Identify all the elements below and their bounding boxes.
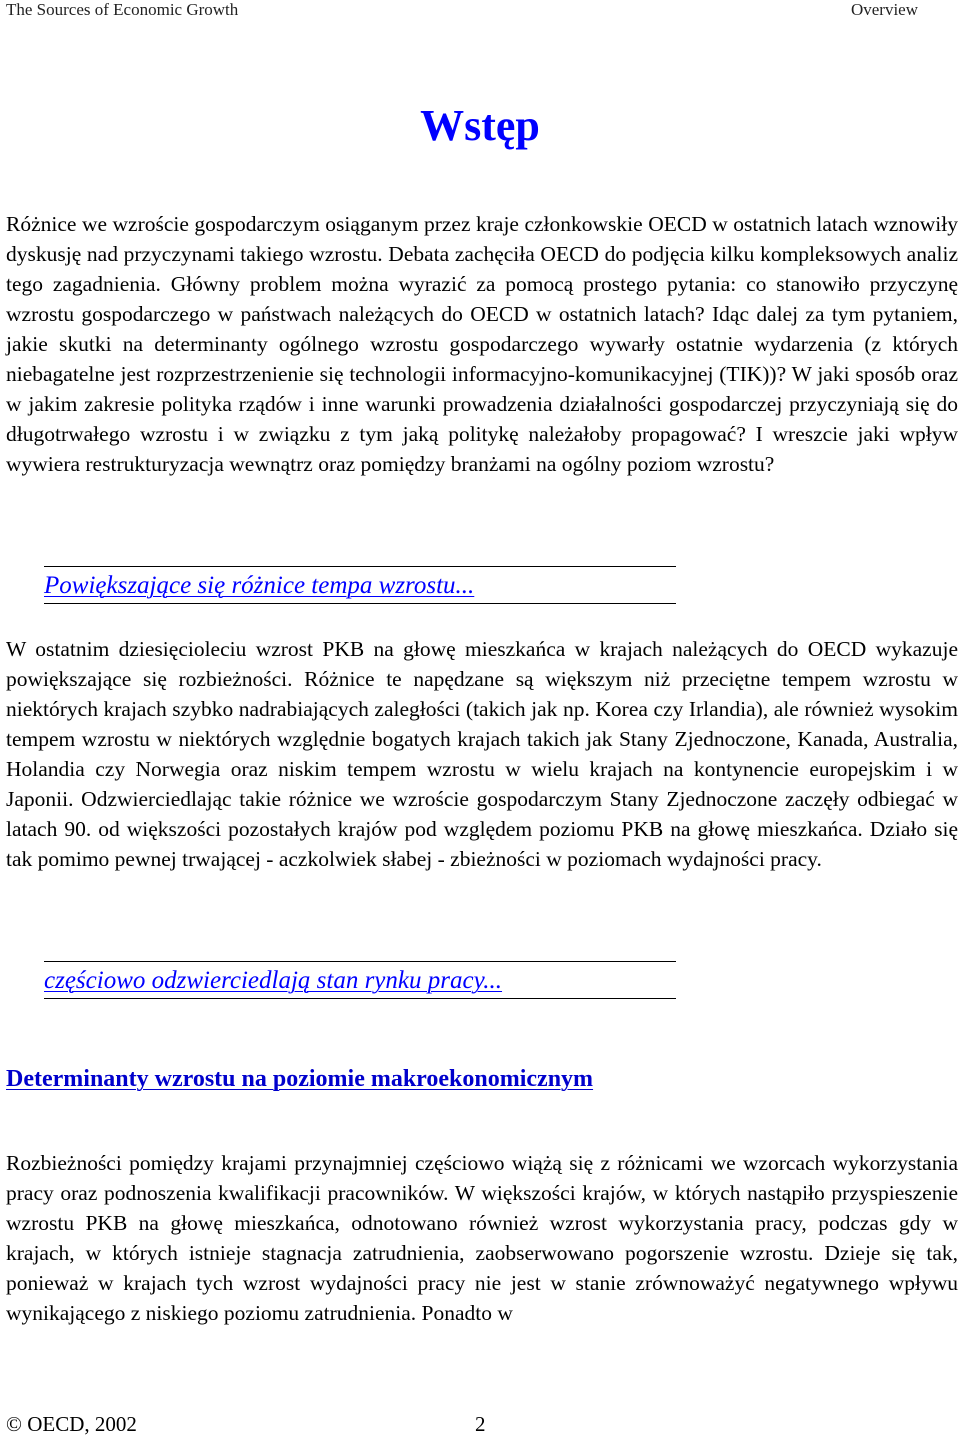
macro-paragraph: Rozbieżności pomiędzy krajami przynajmniej częściowo wiążą się z różnicami we wzorcach wykorzystania pracy oraz podnoszenia kwalifikacji pracowników. W większości krajów, w których nastąpiło przyspieszenie wzrostu PKB na głowę mieszkańca, odnotowano również wzrost wykorzystania pracy, podczas gdy w krajach, w których istnieje stagnacja zatrudnienia, zaobserwowano pogorszenie wzrostu. Dzieje się tak, ponieważ w krajach tych wzrost wydajności pracy nie jest w stanie zrównoważyć negatywnego wpływu wynikającego z niskiego poziomu zatrudnienia. Ponadto w — [6, 1151, 958, 1325]
labour-market-link[interactable]: częściowo odzwierciedlają stan rynku pracy... — [44, 967, 503, 994]
running-header-section: Overview — [850, 0, 918, 19]
section-heading: Determinanty wzrostu na poziomie makroekonomicznym — [6, 1066, 594, 1092]
link-bottom-rule — [44, 998, 676, 999]
link-bottom-rule — [44, 603, 676, 604]
link-top-rule — [44, 961, 676, 962]
link-top-rule — [44, 566, 676, 567]
running-header-title: The Sources of Economic Growth — [6, 0, 239, 19]
intro-paragraph: Różnice we wzroście gospodarczym osiąganym przez kraje członkowskie OECD w ostatnich latach wznowiły dyskusję nad przyczynami takiego wzrostu. Debata zachęciła OECD do podjęcia kilku kompleksowych analiz tego zagadnienia. Główny problem można wyrazić za pomocą prostego pytania: co stanowiło przyczynę wzrostu gospodarczego w państwach należących do OECD w ostatnich latach? Idąc dalej za tym pytaniem, jakie skutki na determinanty ogólnego wzrostu gospodarczego wywarły ostatnie wydarzenia (z których niebagatelne jest rozprzestrzenienie się technologii informacyjno-komunikacyjnej (TIK))? W jaki sposób oraz w jakim zakresie polityka rządów i inne warunki prowadzenia działalności gospodarczej przyczyniają się do długotrwałego wzrostu i w związku z tym jaką politykę należałoby propagować? I wreszcie jaki wpływ wywiera restrukturyzacja wewnątrz oraz pomiędzy branżami na ogólny poziom wzrostu? — [6, 212, 958, 476]
growth-gap-link[interactable]: Powiększające się różnice tempa wzrostu... — [44, 572, 475, 599]
copyright-notice: © OECD, 2002 — [6, 1412, 137, 1436]
growth-paragraph: W ostatnim dziesięcioleciu wzrost PKB na głowę mieszkańca w krajach należących do OECD wykazuje powiększające się rozbieżności. Różnice te napędzane są większym niż przeciętne tempem wzrostu w niektórych krajach szybko nadrabiających zaległości (takich jak np. Korea czy Irlandia), ale również wysokim tempem wzrostu w niektórych względnie bogatych krajach takich jak Stany Zjednoczone, Kanada, Australia, Holandia czy Norwegia oraz niskim tempem wzrostu w wielu krajach na kontynencie europejskim i w Japonii. Odzwierciedlając takie różnice we wzroście gospodarczym Stany Zjednoczone zaczęły odbiegać w latach 90. od większości pozostałych krajów pod względem poziomu PKB na głowę mieszkańca. Działo się tak pomimo pewnej trwającej - aczkolwiek słabej - zbieżności w poziomach wydajności pracy. — [6, 637, 958, 871]
page-number: 2 — [475, 1412, 486, 1436]
page-title: Wstęp — [420, 101, 540, 150]
